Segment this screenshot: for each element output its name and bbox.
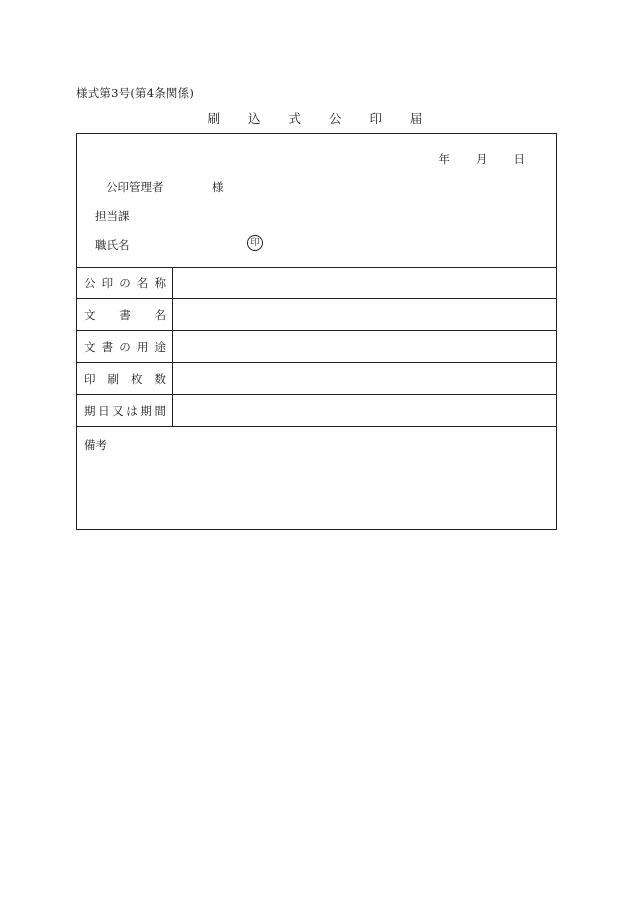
- row-label-char: 間: [154, 403, 166, 418]
- row-label: [77, 299, 173, 330]
- row-period: [77, 395, 556, 427]
- department-label: 担当課: [95, 209, 130, 223]
- row-value-field[interactable]: [174, 299, 556, 330]
- row-value-field[interactable]: [174, 331, 556, 362]
- row-label-char: 期: [140, 403, 152, 418]
- name-label: 職氏名: [95, 238, 130, 252]
- row-seal-name: [77, 267, 556, 299]
- honorific: 様: [212, 180, 224, 194]
- row-label-char: は: [126, 403, 138, 418]
- row-label: [77, 267, 173, 298]
- row-label-char: 文: [84, 307, 96, 322]
- row-label: [77, 363, 173, 394]
- row-value-field[interactable]: [174, 267, 556, 298]
- row-label-char: 印: [101, 275, 114, 290]
- row-label-char: 枚: [131, 371, 143, 386]
- row-label-char: 日: [98, 403, 110, 418]
- row-label-char: の: [119, 339, 131, 354]
- form-header: [77, 134, 556, 268]
- row-value-field[interactable]: [174, 395, 556, 426]
- row-label: [77, 395, 173, 426]
- row-label-char: 名: [136, 275, 149, 290]
- row-label-char: 書: [101, 339, 114, 354]
- date-line: [439, 151, 526, 167]
- row-label: [77, 331, 173, 362]
- form-frame: [76, 133, 557, 530]
- date-year-label: 年: [438, 152, 450, 166]
- row-document-name: [77, 299, 556, 331]
- row-label-char: 称: [154, 275, 166, 290]
- row-label-char: 刷: [107, 371, 119, 386]
- row-label-char: 又: [112, 403, 124, 418]
- row-document-use: [77, 331, 556, 363]
- form-title: 刷 込 式 公 印 届: [207, 111, 435, 126]
- row-label-char: の: [119, 275, 131, 290]
- date-month-label: 月: [476, 152, 488, 166]
- row-value-field[interactable]: [174, 363, 556, 394]
- row-label-char: 印: [84, 371, 96, 386]
- row-label-char: 途: [154, 339, 166, 354]
- seal-mark: 印: [247, 235, 263, 251]
- remarks-label: 備考: [84, 438, 107, 452]
- row-print-count: [77, 363, 556, 395]
- row-label-char: 名: [154, 307, 166, 322]
- row-label-char: 用: [136, 339, 149, 354]
- row-label-char: 文: [84, 339, 96, 354]
- row-label-char: 書: [119, 307, 131, 322]
- addressee: 公印管理者: [106, 180, 164, 194]
- row-label-char: 公: [84, 275, 96, 290]
- date-day-label: 日: [513, 152, 525, 166]
- row-label-char: 期: [84, 403, 96, 418]
- form-label: 様式第3号(第4条関係): [76, 86, 195, 100]
- row-label-char: 数: [154, 371, 166, 386]
